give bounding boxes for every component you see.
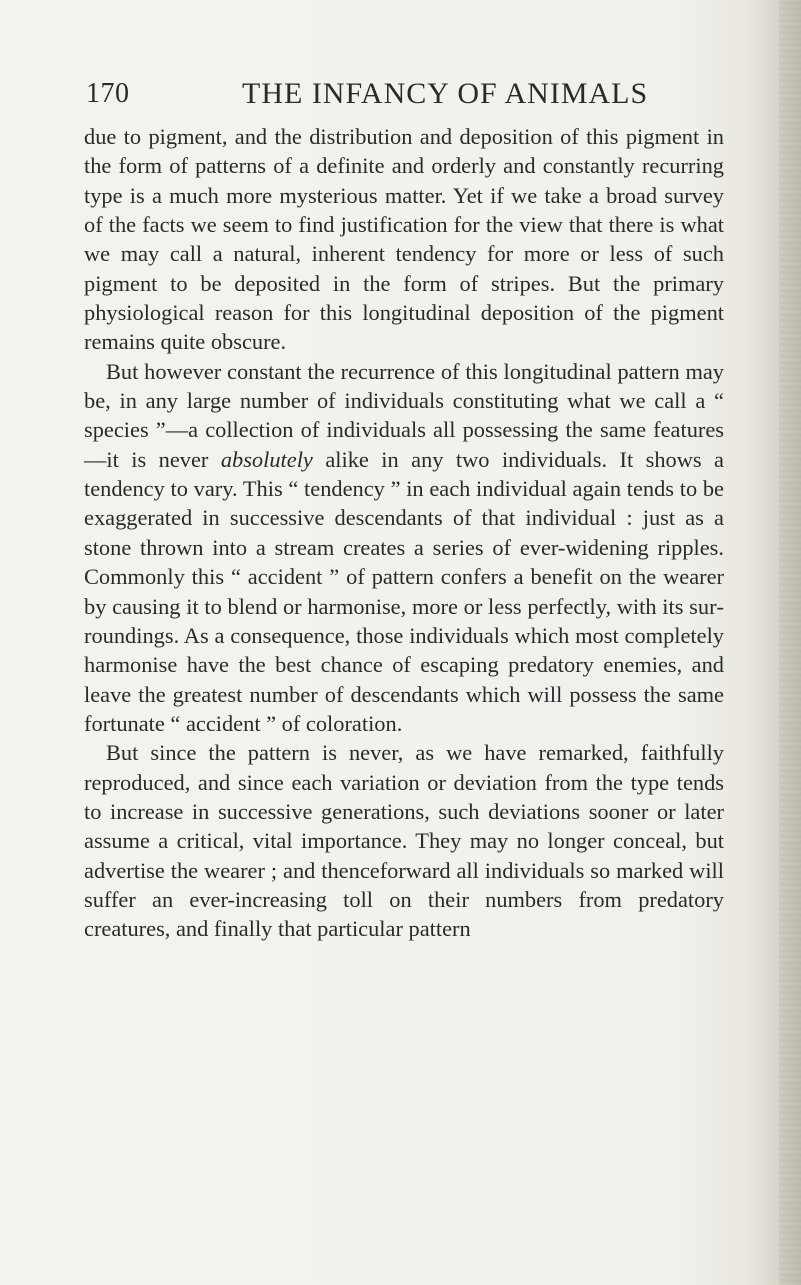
running-title: THE INFANCY OF ANIMALS xyxy=(242,77,649,110)
paragraph-3: But since the pattern is never, as we have remarked, faithfully reproduced, and since each variation or deviation from the type tends to increase in successive generations, such deviations sooner or later assume a critical, vital importance. They may no longer conceal, but advertise the wearer ; and thenceforward all individuals so marked will suffer an ever-increasing toll on their numbers from predatory creatures, and finally that particular pattern xyxy=(84,740,724,942)
page-header xyxy=(86,78,716,118)
paragraph-1: due to pigment, and the distribution and deposition of this pigment in the form of patterns of a definite and orderly and constantly recurring type is a much more mysterious matter. Yet if we take a broad survey of the facts we seem to find justification for the view that there is what we may call a natural, inherent tendency for more or less of such pigment to be deposited in the form of stripes. But the primary physiological reason for this longitudinal deposition of the pigment remains quite obscure. xyxy=(84,124,724,355)
paragraph-2-part-2: alike in any two individuals. It shows a tendency to vary. This “ tendency ” in each individual again tends to be exaggerated in successive descendants of that individual : just as a stone thrown into a stream creates a series of ever-widening ripples. Commonly this “ accident ” of pattern confers a benefit on the wearer by causing it to blend or harmonise, more or less perfectly, with its surroundings. As a consequence, those individuals which most completely harmonise have the best chance of escaping predatory enemies, and leave the greatest number of descendants which will possess the same fortunate “ accident ” of coloration. xyxy=(84,446,724,736)
page-number: 170 xyxy=(86,78,130,109)
body-text xyxy=(84,122,724,944)
paragraph-2-part-1: But however constant the recurrence of this longitudinal pattern may be, in any large number of individuals constituting what we call a “ species ”—a collection of individuals all possessing the same features—it is never xyxy=(84,358,724,472)
paragraph-2 xyxy=(84,357,724,738)
page-edge-shadow xyxy=(779,0,801,1285)
emphasis-absolutely: absolutely xyxy=(220,446,313,472)
